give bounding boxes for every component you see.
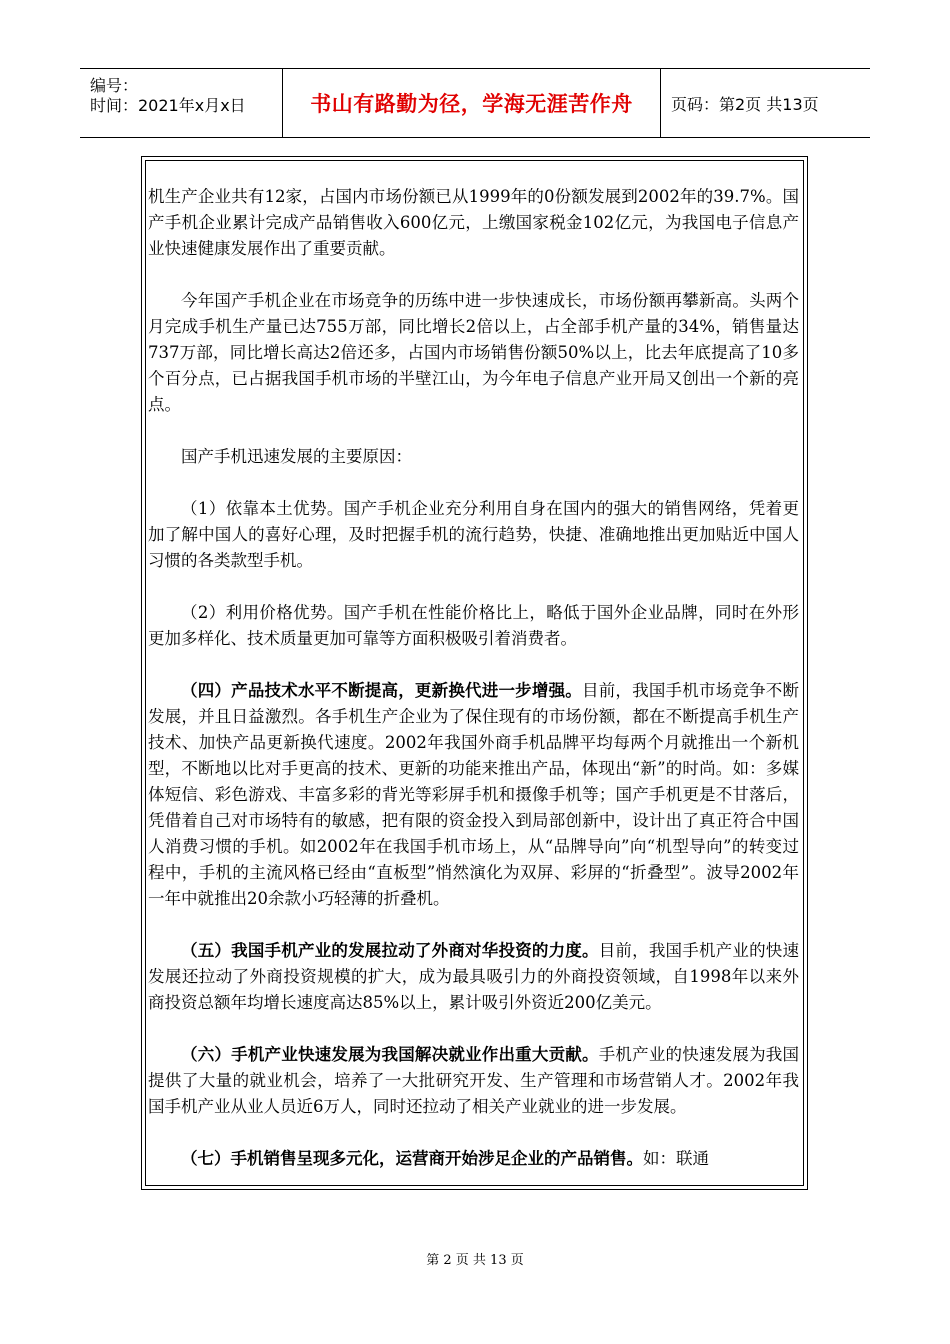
header-table (80, 68, 870, 138)
content-frame (145, 160, 804, 1186)
header-meta-cell (80, 69, 283, 137)
number-label: 编号： (90, 76, 139, 95)
paragraph-text: 机生产企业共有12家，占国内市场份额已从1999年的0份额发展到2002年的39.7%。国产手机企业累计完成产品销售收入600亿元，上缴国家税金102亿元，为我国电子信息产业快速健康发展作出了重要贡献。 (148, 187, 799, 258)
paragraph-text: （1）依靠本土优势。国产手机企业充分利用自身在国内的强大的销售网络，凭着更加了解中国人的喜好心理，及时把握手机的流行趋势，快捷、准确地推出更加贴近中国人习惯的各类款型手机。 (148, 499, 799, 570)
paragraph-text: 今年国产手机企业在市场竞争的历练中进一步快速成长，市场份额再攀新高。头两个月完成手机生产量已达755万部，同比增长2倍以上，占全部手机产量的34%，销售量达737万部，同比增长高达2倍还多，占国内市场销售份额50%以上，比去年底提高了10多个百分点，已占据我国手机市场的半壁江山，为今年电子信息产业开局又创出一个新的亮点。 (148, 291, 799, 414)
motto-title: 书山有路勤为径，学海无涯苦作舟 (283, 69, 661, 137)
paragraph-text: 目前，我国手机产业的快速发展还拉动了外商投资规模的扩大，成为最具吸引力的外商投资领域，自1998年以来外商投资总额年均增长速度高达85%以上，累计吸引外资近200亿美元。 (148, 941, 800, 1012)
paragraph-heading: （五）我国手机产业的发展拉动了外商对华投资的力度。 (181, 941, 599, 960)
paragraph-text: 目前，我国手机市场竞争不断发展，并且日益激烈。各手机生产企业为了保住现有的市场份额，都在不断提高手机生产技术、加快产品更新换代速度。2002年我国外商手机品牌平均每两个月就推出一个新机型，不断地以比对手更高的技术、更新的功能来推出产品，体现出“新”的时尚。如：多媒体短信、彩色游戏、丰富多彩的背光等彩屏手机和摄像手机等；国产手机更是不甘落后，凭借着自己对市场特有的敏感，把有限的资金投入到局部创新中，设计出了真正符合中国人消费习惯的手机。如2002年在我国手机市场上，从“品牌导向”向“机型导向”的转变过程中，手机的主流风格已经由“直板型”悄然演化为双屏、彩屏的“折叠型”。波导2002年一年中就推出20余款小巧轻薄的折叠机。 (148, 681, 800, 908)
page-indicator: 页码：第2页 共13页 (671, 94, 819, 114)
paragraph-9 (148, 1146, 799, 1172)
date-label: 时间：2021年x月x日 (90, 96, 246, 115)
paragraph-2 (148, 288, 799, 418)
paragraph-5 (148, 600, 799, 652)
paragraph-text: （2）利用价格优势。国产手机在性能价格比上，略低于国外企业品牌，同时在外形更加多样化、技术质量更加可靠等方面积极吸引着消费者。 (148, 603, 799, 648)
document-body (146, 184, 803, 1186)
page-footer: 第 2 页 共 13 页 (426, 1253, 524, 1268)
paragraph-3 (148, 444, 799, 470)
paragraph-heading: （四）产品技术水平不断提高，更新换代进一步增强。 (181, 681, 582, 700)
paragraph-text: 手机产业的快速发展为我国提供了大量的就业机会，培养了一大批研究开发、生产管理和市场营销人才。2002年我国手机产业从业人员近6万人，同时还拉动了相关产业就业的进一步发展。 (148, 1045, 800, 1116)
paragraph-8 (148, 1042, 799, 1120)
paragraph-7 (148, 938, 799, 1016)
paragraph-6 (148, 678, 799, 912)
paragraph-4 (148, 496, 799, 574)
paragraph-1 (148, 184, 799, 262)
paragraph-text: 国产手机迅速发展的主要原因： (181, 447, 412, 466)
paragraph-heading: （六）手机产业快速发展为我国解决就业作出重大贡献。 (181, 1045, 599, 1064)
paragraph-text: 如：联通 (643, 1149, 709, 1168)
paragraph-heading: （七）手机销售呈现多元化，运营商开始涉足企业的产品销售。 (181, 1149, 643, 1168)
